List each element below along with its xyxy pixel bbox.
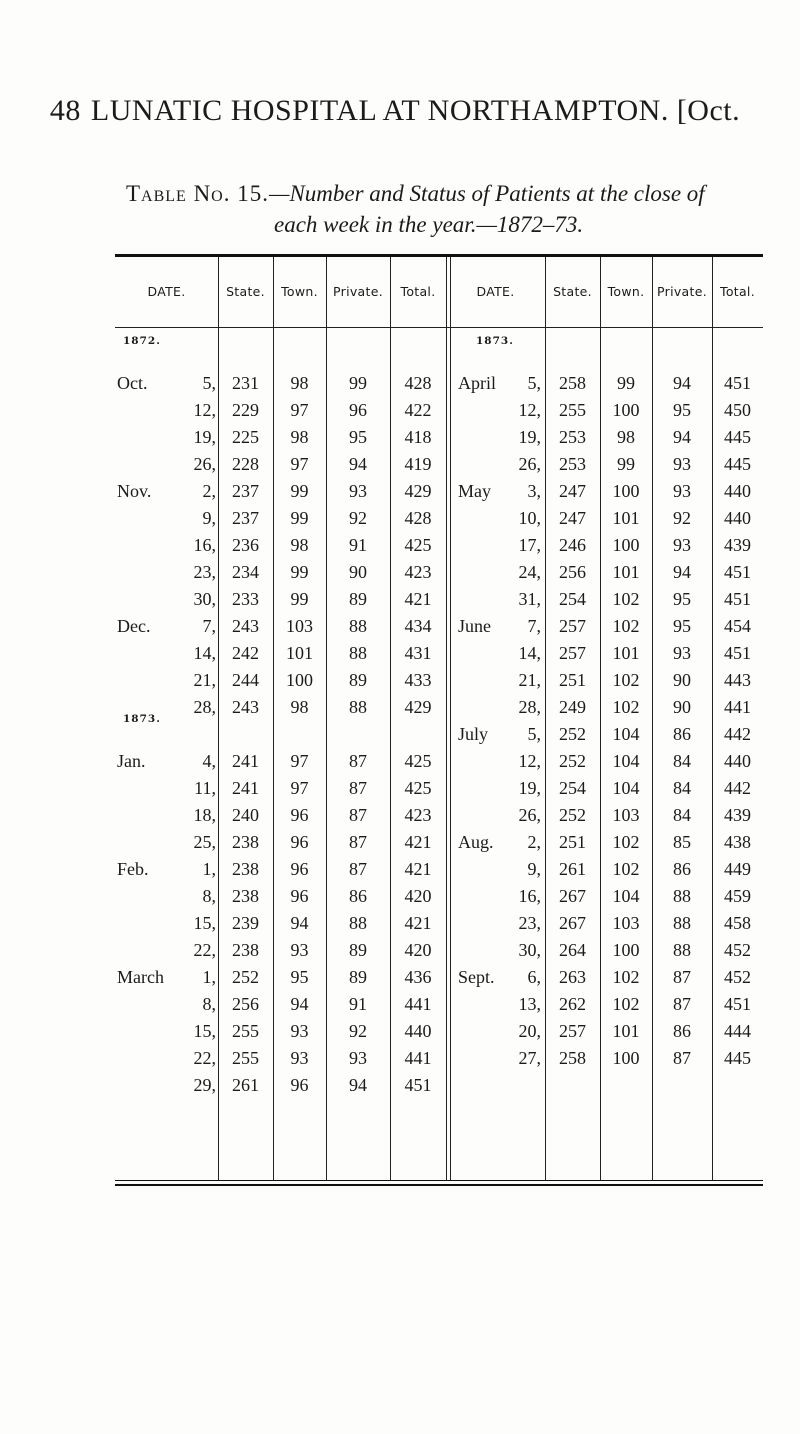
state-cell: 262	[559, 994, 586, 1014]
state-cell: 238	[232, 886, 259, 906]
total-cell: 440	[724, 751, 751, 771]
page-number: 48	[49, 94, 81, 127]
state-cell: 255	[232, 1048, 259, 1068]
total-cell: 440	[724, 508, 751, 528]
day-cell: 8,	[202, 994, 216, 1014]
bottom-rule	[115, 1180, 763, 1181]
total-cell: 429	[404, 697, 432, 717]
day-cell: 5,	[527, 373, 541, 393]
private-cell: 89	[349, 940, 367, 960]
town-cell: 95	[290, 967, 309, 987]
town-cell: 101	[612, 643, 640, 663]
column-header-town-left: Town.	[281, 284, 318, 299]
private-cell: 88	[673, 886, 691, 906]
town-cell: 96	[290, 832, 309, 852]
town-cell: 104	[612, 886, 640, 906]
month-label: April	[458, 373, 496, 393]
town-cell: 99	[290, 589, 309, 609]
total-cell: 419	[404, 454, 432, 474]
town-cell: 96	[290, 859, 309, 879]
private-cell: 89	[349, 589, 367, 609]
state-cell: 241	[232, 778, 259, 798]
total-cell: 421	[404, 589, 432, 609]
private-cell: 89	[349, 967, 367, 987]
total-cell: 451	[724, 589, 751, 609]
state-cell: 252	[559, 751, 586, 771]
town-cell: 99	[290, 562, 309, 582]
state-cell: 238	[232, 940, 259, 960]
state-cell: 253	[559, 427, 586, 447]
month-label: Feb.	[117, 859, 149, 879]
total-cell: 420	[404, 940, 432, 960]
year-label: 1873.	[123, 713, 161, 725]
column-header-town-right: Town.	[607, 284, 645, 299]
total-cell: 425	[404, 535, 432, 555]
total-cell: 454	[724, 616, 751, 636]
year-label: 1873.	[476, 335, 514, 347]
town-cell: 104	[612, 724, 640, 744]
state-cell: 234	[232, 562, 259, 582]
total-cell: 429	[404, 481, 432, 501]
town-cell: 102	[612, 832, 640, 852]
private-cell: 86	[673, 859, 691, 879]
private-cell: 88	[349, 643, 367, 663]
town-cell: 102	[612, 589, 640, 609]
state-cell: 238	[232, 832, 259, 852]
state-cell: 257	[559, 643, 586, 663]
town-cell: 96	[290, 886, 309, 906]
private-cell: 95	[673, 616, 691, 636]
state-cell: 240	[232, 805, 259, 825]
day-cell: 23,	[518, 913, 541, 933]
day-cell: 5,	[202, 373, 216, 393]
town-cell: 96	[290, 805, 309, 825]
day-cell: 14,	[518, 643, 541, 663]
town-cell: 102	[612, 670, 640, 690]
town-cell: 104	[612, 778, 640, 798]
town-cell: 103	[286, 616, 313, 636]
town-cell: 93	[290, 1021, 309, 1041]
day-cell: 22,	[193, 1048, 216, 1068]
private-cell: 91	[349, 994, 367, 1014]
day-cell: 7,	[527, 616, 541, 636]
private-cell: 90	[673, 697, 691, 717]
town-cell: 100	[612, 535, 640, 555]
day-cell: 18,	[193, 805, 216, 825]
town-cell: 97	[290, 454, 309, 474]
day-cell: 19,	[518, 427, 541, 447]
town-cell: 101	[612, 508, 640, 528]
state-cell: 247	[559, 508, 586, 528]
day-cell: 26,	[518, 805, 541, 825]
total-cell: 433	[404, 670, 432, 690]
column-header-date-left: DATE.	[147, 284, 186, 299]
private-cell: 87	[673, 1048, 691, 1068]
private-cell: 88	[349, 697, 367, 717]
total-cell: 420	[404, 886, 432, 906]
state-cell: 257	[559, 1021, 586, 1041]
day-cell: 29,	[193, 1075, 216, 1095]
town-cell: 103	[612, 805, 640, 825]
state-cell: 261	[232, 1075, 259, 1095]
private-cell: 94	[673, 427, 691, 447]
total-cell: 425	[404, 751, 432, 771]
state-cell: 236	[232, 535, 259, 555]
private-cell: 92	[349, 508, 367, 528]
total-cell: 431	[404, 643, 432, 663]
total-cell: 421	[404, 832, 432, 852]
state-cell: 255	[232, 1021, 259, 1041]
total-cell: 422	[404, 400, 432, 420]
private-cell: 93	[673, 643, 691, 663]
day-cell: 16,	[193, 535, 216, 555]
day-cell: 9,	[202, 508, 216, 528]
month-label: Sept.	[458, 967, 495, 987]
town-cell: 99	[290, 508, 309, 528]
town-cell: 98	[290, 535, 309, 555]
day-cell: 25,	[193, 832, 216, 852]
column-header-state-left: State.	[226, 284, 265, 299]
town-cell: 100	[612, 1048, 640, 1068]
day-cell: 1,	[202, 967, 216, 987]
day-cell: 14,	[193, 643, 216, 663]
town-cell: 98	[617, 427, 635, 447]
town-cell: 97	[290, 778, 309, 798]
column-header-total-left: Total.	[400, 284, 436, 299]
total-cell: 423	[404, 562, 432, 582]
state-cell: 243	[232, 697, 259, 717]
day-cell: 12,	[193, 400, 216, 420]
state-cell: 237	[232, 481, 259, 501]
state-cell: 256	[559, 562, 586, 582]
state-cell: 257	[559, 616, 586, 636]
total-cell: 451	[404, 1075, 432, 1095]
private-cell: 94	[349, 454, 367, 474]
state-cell: 228	[232, 454, 259, 474]
total-cell: 425	[404, 778, 432, 798]
table-caption	[126, 178, 766, 240]
private-cell: 90	[349, 562, 367, 582]
day-cell: 24,	[518, 562, 541, 582]
state-cell: 242	[232, 643, 259, 663]
private-cell: 95	[349, 427, 367, 447]
private-cell: 87	[349, 778, 367, 798]
table-title-line1: —Number and Status of Patients at the close of	[269, 181, 705, 206]
total-cell: 449	[724, 859, 751, 879]
town-cell: 102	[612, 967, 640, 987]
total-cell: 421	[404, 913, 432, 933]
day-cell: 10,	[518, 508, 541, 528]
day-cell: 23,	[193, 562, 216, 582]
total-cell: 439	[724, 535, 751, 555]
town-cell: 99	[617, 454, 635, 474]
month-label: May	[458, 481, 491, 501]
day-cell: 28,	[193, 697, 216, 717]
private-cell: 91	[349, 535, 367, 555]
state-cell: 252	[232, 967, 259, 987]
total-cell: 436	[404, 967, 432, 987]
town-cell: 98	[290, 697, 309, 717]
total-cell: 451	[724, 373, 751, 393]
town-cell: 101	[612, 562, 640, 582]
state-cell: 252	[559, 724, 586, 744]
town-cell: 99	[290, 481, 309, 501]
total-cell: 442	[724, 724, 751, 744]
day-cell: 13,	[518, 994, 541, 1014]
private-cell: 92	[349, 1021, 367, 1041]
day-cell: 6,	[527, 967, 541, 987]
state-cell: 263	[559, 967, 586, 987]
total-cell: 441	[404, 994, 432, 1014]
private-cell: 87	[673, 967, 691, 987]
day-cell: 17,	[518, 535, 541, 555]
private-cell: 84	[673, 805, 691, 825]
private-cell: 88	[673, 940, 691, 960]
state-cell: 251	[559, 670, 586, 690]
state-cell: 244	[232, 670, 259, 690]
month-label: Jan.	[117, 751, 146, 771]
total-cell: 428	[404, 508, 432, 528]
header-rule	[115, 327, 763, 328]
day-cell: 5,	[527, 724, 541, 744]
town-cell: 94	[290, 913, 309, 933]
day-cell: 19,	[193, 427, 216, 447]
day-cell: 15,	[193, 1021, 216, 1041]
day-cell: 21,	[518, 670, 541, 690]
state-cell: 255	[559, 400, 586, 420]
private-cell: 99	[349, 373, 367, 393]
day-cell: 9,	[527, 859, 541, 879]
day-cell: 1,	[202, 859, 216, 879]
total-cell: 428	[404, 373, 432, 393]
town-cell: 98	[290, 427, 309, 447]
town-cell: 93	[290, 1048, 309, 1068]
column-header-total-right: Total.	[720, 284, 755, 299]
total-cell: 452	[724, 967, 751, 987]
private-cell: 84	[673, 778, 691, 798]
day-cell: 12,	[518, 751, 541, 771]
table-label: Table No. 15.	[126, 181, 269, 206]
total-cell: 441	[404, 1048, 432, 1068]
day-cell: 30,	[193, 589, 216, 609]
town-cell: 100	[612, 400, 640, 420]
table-title-line2: each week in the year.—1872–73.	[274, 212, 584, 237]
town-cell: 93	[290, 940, 309, 960]
town-cell: 98	[290, 373, 309, 393]
state-cell: 253	[559, 454, 586, 474]
day-cell: 11,	[194, 778, 216, 798]
day-cell: 7,	[202, 616, 216, 636]
column-header-private-left: Private.	[333, 284, 383, 299]
total-cell: 421	[404, 859, 432, 879]
state-cell: 254	[559, 778, 586, 798]
town-cell: 104	[612, 751, 640, 771]
column-header-private-right: Private.	[657, 284, 707, 299]
state-cell: 249	[559, 697, 586, 717]
month-label: June	[458, 616, 491, 636]
private-cell: 92	[673, 508, 691, 528]
month-label: July	[458, 724, 489, 744]
private-cell: 93	[673, 535, 691, 555]
total-cell: 451	[724, 994, 751, 1014]
state-cell: 239	[232, 913, 259, 933]
month-label: Aug.	[458, 832, 494, 852]
state-cell: 229	[232, 400, 259, 420]
state-cell: 238	[232, 859, 259, 879]
day-cell: 27,	[518, 1048, 541, 1068]
state-cell: 261	[559, 859, 586, 879]
month-label: March	[117, 967, 164, 987]
total-cell: 450	[724, 400, 751, 420]
private-cell: 87	[349, 832, 367, 852]
state-cell: 267	[559, 886, 586, 906]
bottom-rule-double	[115, 1184, 763, 1186]
town-cell: 99	[617, 373, 635, 393]
total-cell: 444	[724, 1021, 751, 1041]
state-cell: 241	[232, 751, 259, 771]
private-cell: 94	[349, 1075, 367, 1095]
state-cell: 237	[232, 508, 259, 528]
private-cell: 86	[349, 886, 367, 906]
running-head	[0, 94, 800, 128]
private-cell: 89	[349, 670, 367, 690]
town-cell: 102	[612, 859, 640, 879]
month-label: Nov.	[117, 481, 152, 501]
state-cell: 247	[559, 481, 586, 501]
total-cell: 423	[404, 805, 432, 825]
private-cell: 84	[673, 751, 691, 771]
day-cell: 21,	[193, 670, 216, 690]
private-cell: 87	[349, 751, 367, 771]
total-cell: 458	[724, 913, 751, 933]
state-cell: 231	[232, 373, 259, 393]
state-cell: 258	[559, 373, 586, 393]
private-cell: 95	[673, 400, 691, 420]
column-header-state-right: State.	[553, 284, 592, 299]
town-cell: 103	[612, 913, 640, 933]
total-cell: 440	[404, 1021, 432, 1041]
day-cell: 2,	[527, 832, 541, 852]
state-cell: 233	[232, 589, 259, 609]
town-cell: 97	[290, 751, 309, 771]
day-cell: 30,	[518, 940, 541, 960]
state-cell: 264	[559, 940, 586, 960]
total-cell: 443	[724, 670, 751, 690]
town-cell: 102	[612, 616, 640, 636]
day-cell: 2,	[202, 481, 216, 501]
town-cell: 101	[286, 643, 313, 663]
private-cell: 87	[673, 994, 691, 1014]
year-label: 1872.	[123, 335, 161, 347]
private-cell: 85	[673, 832, 691, 852]
day-cell: 19,	[518, 778, 541, 798]
total-cell: 441	[724, 697, 751, 717]
total-cell: 452	[724, 940, 751, 960]
total-cell: 459	[724, 886, 751, 906]
town-cell: 94	[290, 994, 309, 1014]
private-cell: 86	[673, 724, 691, 744]
total-cell: 418	[404, 427, 432, 447]
private-cell: 96	[349, 400, 367, 420]
total-cell: 451	[724, 643, 751, 663]
total-cell: 445	[724, 454, 751, 474]
town-cell: 100	[612, 940, 640, 960]
private-cell: 94	[673, 373, 691, 393]
total-cell: 442	[724, 778, 751, 798]
total-cell: 451	[724, 562, 751, 582]
private-cell: 95	[673, 589, 691, 609]
state-cell: 258	[559, 1048, 586, 1068]
day-cell: 8,	[202, 886, 216, 906]
private-cell: 93	[349, 1048, 367, 1068]
patients-table	[115, 257, 763, 1180]
private-cell: 87	[349, 859, 367, 879]
total-cell: 445	[724, 427, 751, 447]
town-cell: 102	[612, 994, 640, 1014]
running-title: LUNATIC HOSPITAL AT NORTHAMPTON. [Oct.	[90, 94, 741, 127]
state-cell: 225	[232, 427, 259, 447]
day-cell: 12,	[518, 400, 541, 420]
private-cell: 93	[349, 481, 367, 501]
day-cell: 26,	[193, 454, 216, 474]
state-cell: 251	[559, 832, 586, 852]
town-cell: 96	[290, 1075, 309, 1095]
town-cell: 101	[612, 1021, 640, 1041]
day-cell: 31,	[518, 589, 541, 609]
day-cell: 22,	[193, 940, 216, 960]
state-cell: 267	[559, 913, 586, 933]
private-cell: 90	[673, 670, 691, 690]
day-cell: 4,	[202, 751, 216, 771]
column-header-date-right: DATE.	[476, 284, 515, 299]
total-cell: 445	[724, 1048, 751, 1068]
state-cell: 256	[232, 994, 259, 1014]
day-cell: 3,	[527, 481, 541, 501]
state-cell: 243	[232, 616, 259, 636]
total-cell: 440	[724, 481, 751, 501]
day-cell: 20,	[518, 1021, 541, 1041]
state-cell: 254	[559, 589, 586, 609]
month-label: Dec.	[117, 616, 151, 636]
month-label: Oct.	[117, 373, 148, 393]
town-cell: 100	[286, 670, 313, 690]
state-cell: 252	[559, 805, 586, 825]
private-cell: 93	[673, 481, 691, 501]
private-cell: 93	[673, 454, 691, 474]
private-cell: 86	[673, 1021, 691, 1041]
private-cell: 94	[673, 562, 691, 582]
private-cell: 88	[349, 913, 367, 933]
day-cell: 26,	[518, 454, 541, 474]
total-cell: 438	[724, 832, 751, 852]
town-cell: 100	[612, 481, 640, 501]
private-cell: 88	[673, 913, 691, 933]
state-cell: 246	[559, 535, 586, 555]
town-cell: 97	[290, 400, 309, 420]
day-cell: 15,	[193, 913, 216, 933]
private-cell: 87	[349, 805, 367, 825]
private-cell: 88	[349, 616, 367, 636]
total-cell: 434	[404, 616, 432, 636]
day-cell: 28,	[518, 697, 541, 717]
town-cell: 102	[612, 697, 640, 717]
day-cell: 16,	[518, 886, 541, 906]
total-cell: 439	[724, 805, 751, 825]
